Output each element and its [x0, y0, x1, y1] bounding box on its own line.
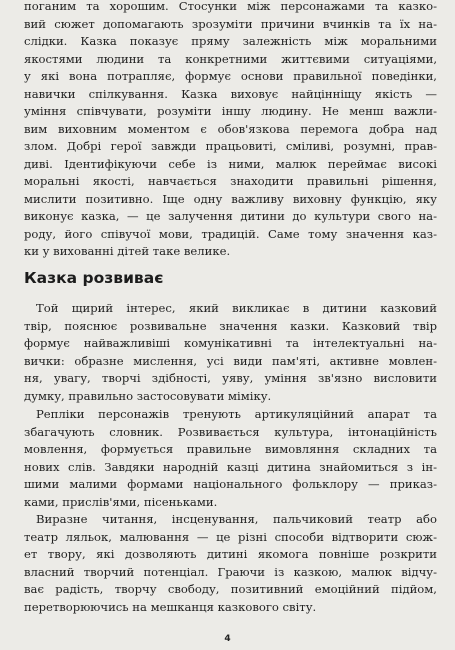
- text-line: вички: образне мислення, усі види пам'яті, активне мовлен-: [24, 353, 437, 368]
- text-line: власний творчий потенціал. Граючи із казкою, малюк відчу-: [24, 564, 437, 579]
- text-line: ки у вихованні дітей таке велике.: [24, 244, 231, 258]
- text-line: роду, його співучої мови, традицій. Саме тому значення каз-: [24, 226, 437, 241]
- text-line: ками, прислів'ями, пісеньками.: [24, 494, 218, 509]
- text-line: поганим та хорошим. Стосунки між персонажами та казко-: [24, 0, 437, 13]
- text-line: нових слів. Завдяки народній казці дитина знайомиться з ін-: [24, 459, 437, 474]
- text-line: моральні якості, навчається знаходити правильні рішення,: [24, 174, 437, 188]
- paragraph-speech-development: [24, 406, 437, 511]
- text-line: Виразне читання, інсценування, пальчиковий театр або: [36, 512, 437, 526]
- text-line: у які вона потрапляє, формує основи правильної поведінки,: [24, 69, 437, 83]
- text-line: формує найважливіші комунікативні та інтелектуальні на-: [24, 336, 437, 350]
- text-line: навички спілкування. Казка виховує найцінніщу якість —: [24, 86, 437, 101]
- text-line: мовлення, формується правильне вимовляння складних та: [24, 442, 437, 456]
- section-heading: Казка розвиває: [24, 269, 164, 287]
- text-line: виконує казка, — це залучення дитини до культури свого на-: [24, 209, 437, 223]
- text-line: театр ляльок, малювання — це різні способи відтворити сюж-: [24, 529, 437, 544]
- text-line: ня, увагу, творчі здібності, уяву, уміння зв'язно висловити: [24, 371, 437, 385]
- text-line: диві. Ідентифікуючи себе із ними, малюк переймає високі: [24, 156, 437, 171]
- text-line: мислити позитивно. Іще одну важливу виховну функцію, яку: [24, 191, 437, 206]
- text-line: перетворюючись на мешканця казкового світу.: [24, 599, 317, 614]
- text-line: Той щирий інтерес, який викликає в дитини казковий: [36, 301, 437, 315]
- text-line: якостями людини та конкретними життєвими ситуаціями,: [24, 51, 437, 66]
- text-line: думку, правильно застосовувати міміку.: [24, 388, 272, 403]
- text-line: Репліки персонажів тренують артикуляційний апарат та: [36, 407, 437, 421]
- text-line: збагачують словник. Розвивається культура, інтонаційність: [24, 424, 437, 439]
- text-line: вий сюжет допомагають зрозуміти причини вчинків та їх на-: [24, 16, 437, 31]
- paragraph-creative-activities: [24, 511, 437, 616]
- text-line: твір, пояснює розвивальне значення казки. Казковий твір: [24, 318, 437, 333]
- text-line: вим виховним моментом є обов'язкова перемога добра над: [24, 121, 437, 136]
- text-line: слідки. Казка показує пряму залежність між моральними: [24, 34, 437, 48]
- paragraph-moral-education: [24, 0, 437, 261]
- text-line: злом. Добрі герої завжди працьовиті, сміливі, розумні, прав-: [24, 139, 437, 153]
- text-line: ет твору, які дозволяють дитині якомога повніше розкрити: [24, 547, 437, 561]
- text-line: уміння співчувати, розуміти іншу людину. Не менш важли-: [24, 104, 437, 118]
- page-number: 4: [224, 634, 231, 644]
- text-line: ває радість, творчу свободу, позитивний емоційний підйом,: [24, 582, 437, 596]
- paragraph-development-intro: [24, 300, 437, 405]
- text-line: шими малими формами національного фольклору — приказ-: [24, 477, 437, 491]
